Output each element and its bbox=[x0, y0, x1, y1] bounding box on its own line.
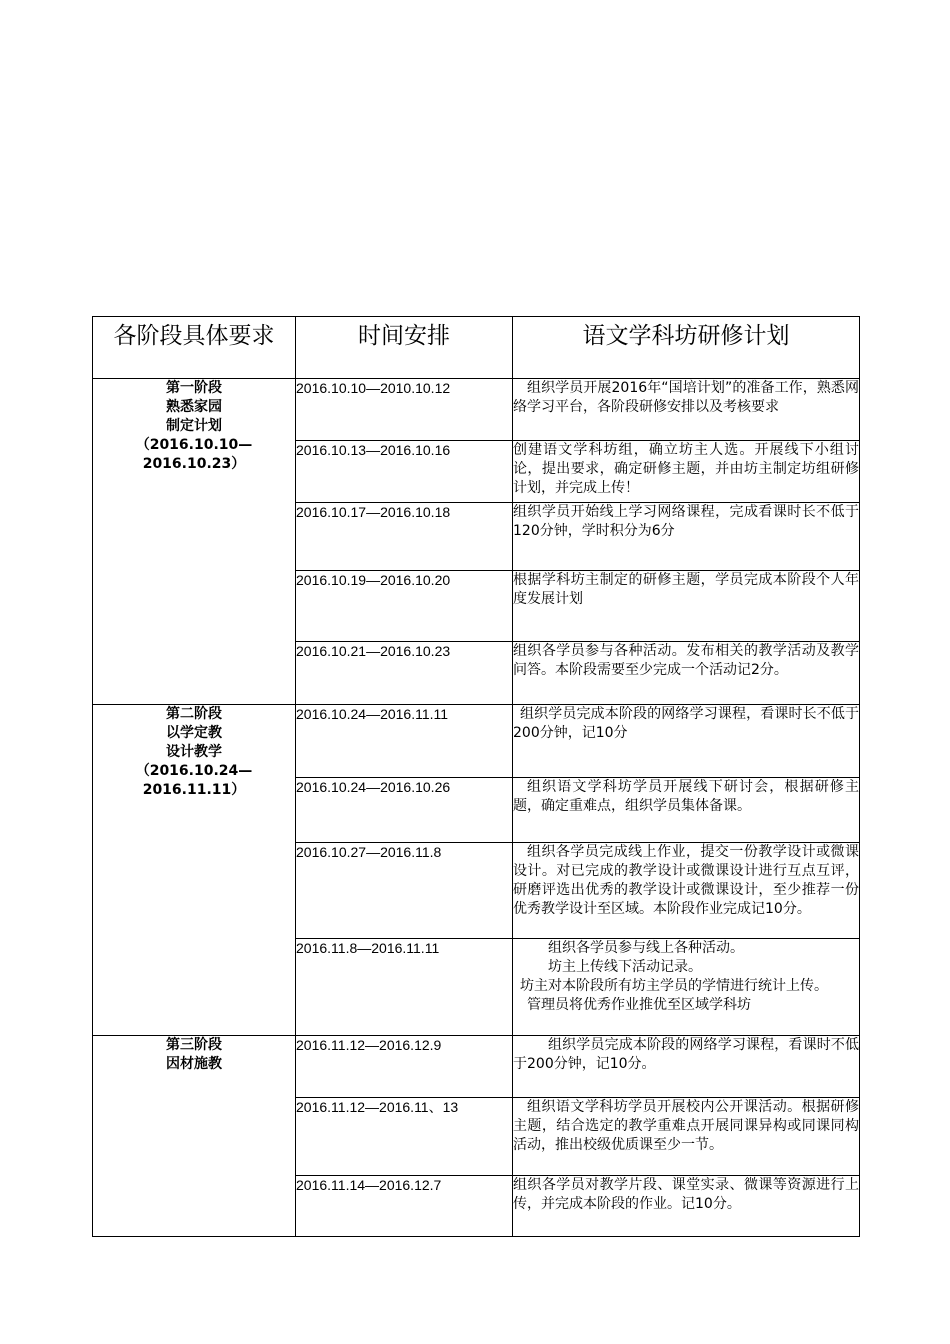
stage-title: 以学定教 bbox=[166, 725, 222, 741]
stage-range: （2016.10.10— bbox=[135, 437, 253, 453]
stage-title: 熟悉家园 bbox=[166, 399, 222, 415]
plan-text: 组织学员开展2016年“国培计划”的准备工作，熟悉网络学习平台，各阶段研修安排以及考核要求 bbox=[513, 380, 859, 415]
stage-2-cell bbox=[93, 705, 296, 1036]
header-stage-requirements: 各阶段具体要求 bbox=[93, 317, 296, 379]
research-plan-table bbox=[92, 316, 860, 1237]
plan-text: 组织学员完成本阶段的网络学习课程，看课时不低于200分钟，记10分。 bbox=[513, 1037, 859, 1072]
plan-text: 管理员将优秀作业推优至区域学科坊 bbox=[527, 997, 751, 1013]
stage-title: 设计教学 bbox=[166, 744, 222, 760]
time-cell: 2016.11.8—2016.11.11 bbox=[296, 939, 513, 1036]
plan-text: 组织学员开始线上学习网络课程，完成看课时长不低于120分钟，学时积分为6分 bbox=[513, 504, 859, 539]
plan-text: 组织语文学科坊学员开展校内公开课活动。根据研修主题，结合选定的教学重难点开展同课异构或同课同构活动，推出校级优质课至少一节。 bbox=[513, 1099, 859, 1153]
time-cell: 2016.10.19—2016.10.20 bbox=[296, 571, 513, 642]
time-cell: 2016.10.17—2016.10.18 bbox=[296, 503, 513, 571]
plan-text: 组织各学员对教学片段、课堂实录、微课等资源进行上传，并完成本阶段的作业。记10分。 bbox=[513, 1177, 859, 1212]
stage-name: 第一阶段 bbox=[166, 380, 222, 396]
plan-text: 坊主上传线下活动记录。 bbox=[548, 959, 702, 975]
plan-text: 组织各学员参与线上各种活动。 bbox=[548, 940, 744, 956]
plan-text: 组织各学员完成线上作业，提交一份教学设计或微课设计。对已完成的教学设计或微课设计进行互点互评，研磨评选出优秀的教学设计或微课设计，至少推荐一份优秀教学设计至区域。本阶段作业完成记10分。 bbox=[513, 844, 859, 917]
header-schedule: 时间安排 bbox=[296, 317, 513, 379]
time-cell: 2016.11.12—2016.11、13 bbox=[296, 1098, 513, 1176]
time-cell: 2016.10.10—2010.10.12 bbox=[296, 379, 513, 441]
plan-text: 创建语文学科坊组，确立坊主人选。开展线下小组讨论，提出要求，确定研修主题，并由坊主制定坊组研修计划，并完成上传！ bbox=[513, 442, 859, 496]
time-cell: 2016.10.27—2016.11.8 bbox=[296, 843, 513, 939]
header-plan: 语文学科坊研修计划 bbox=[513, 317, 860, 379]
table-row bbox=[93, 705, 860, 778]
plan-text: 组织学员完成本阶段的网络学习课程，看课时长不低于200分钟，记10分 bbox=[513, 706, 859, 741]
table-row bbox=[93, 1036, 860, 1098]
stage-range: 2016.10.23） bbox=[142, 456, 246, 472]
plan-text: 根据学科坊主制定的研修主题，学员完成本阶段个人年度发展计划 bbox=[513, 572, 859, 607]
stage-range: 2016.11.11） bbox=[142, 782, 246, 798]
stage-range: （2016.10.24— bbox=[135, 763, 253, 779]
stage-title: 因材施教 bbox=[166, 1056, 222, 1072]
time-cell: 2016.11.12—2016.12.9 bbox=[296, 1036, 513, 1098]
plan-text: 坊主对本阶段所有坊主学员的学情进行统计上传。 bbox=[520, 978, 828, 994]
stage-name: 第二阶段 bbox=[166, 706, 222, 722]
time-cell: 2016.10.24—2016.10.26 bbox=[296, 778, 513, 843]
plan-text: 组织语文学科坊学员开展线下研讨会，根据研修主题，确定重难点，组织学员集体备课。 bbox=[513, 779, 859, 814]
stage-title: 制定计划 bbox=[166, 418, 222, 434]
plan-text: 组织各学员参与各种活动。发布相关的教学活动及教学问答。本阶段需要至少完成一个活动记2分。 bbox=[513, 643, 859, 678]
time-cell: 2016.11.14—2016.12.7 bbox=[296, 1176, 513, 1237]
time-cell: 2016.10.21—2016.10.23 bbox=[296, 642, 513, 705]
time-cell: 2016.10.24—2016.11.11 bbox=[296, 705, 513, 778]
stage-name: 第三阶段 bbox=[166, 1037, 222, 1053]
header-row bbox=[93, 317, 860, 379]
time-cell: 2016.10.13—2016.10.16 bbox=[296, 441, 513, 503]
stage-3-cell bbox=[93, 1036, 296, 1237]
stage-1-cell bbox=[93, 379, 296, 705]
table-row bbox=[93, 379, 860, 441]
